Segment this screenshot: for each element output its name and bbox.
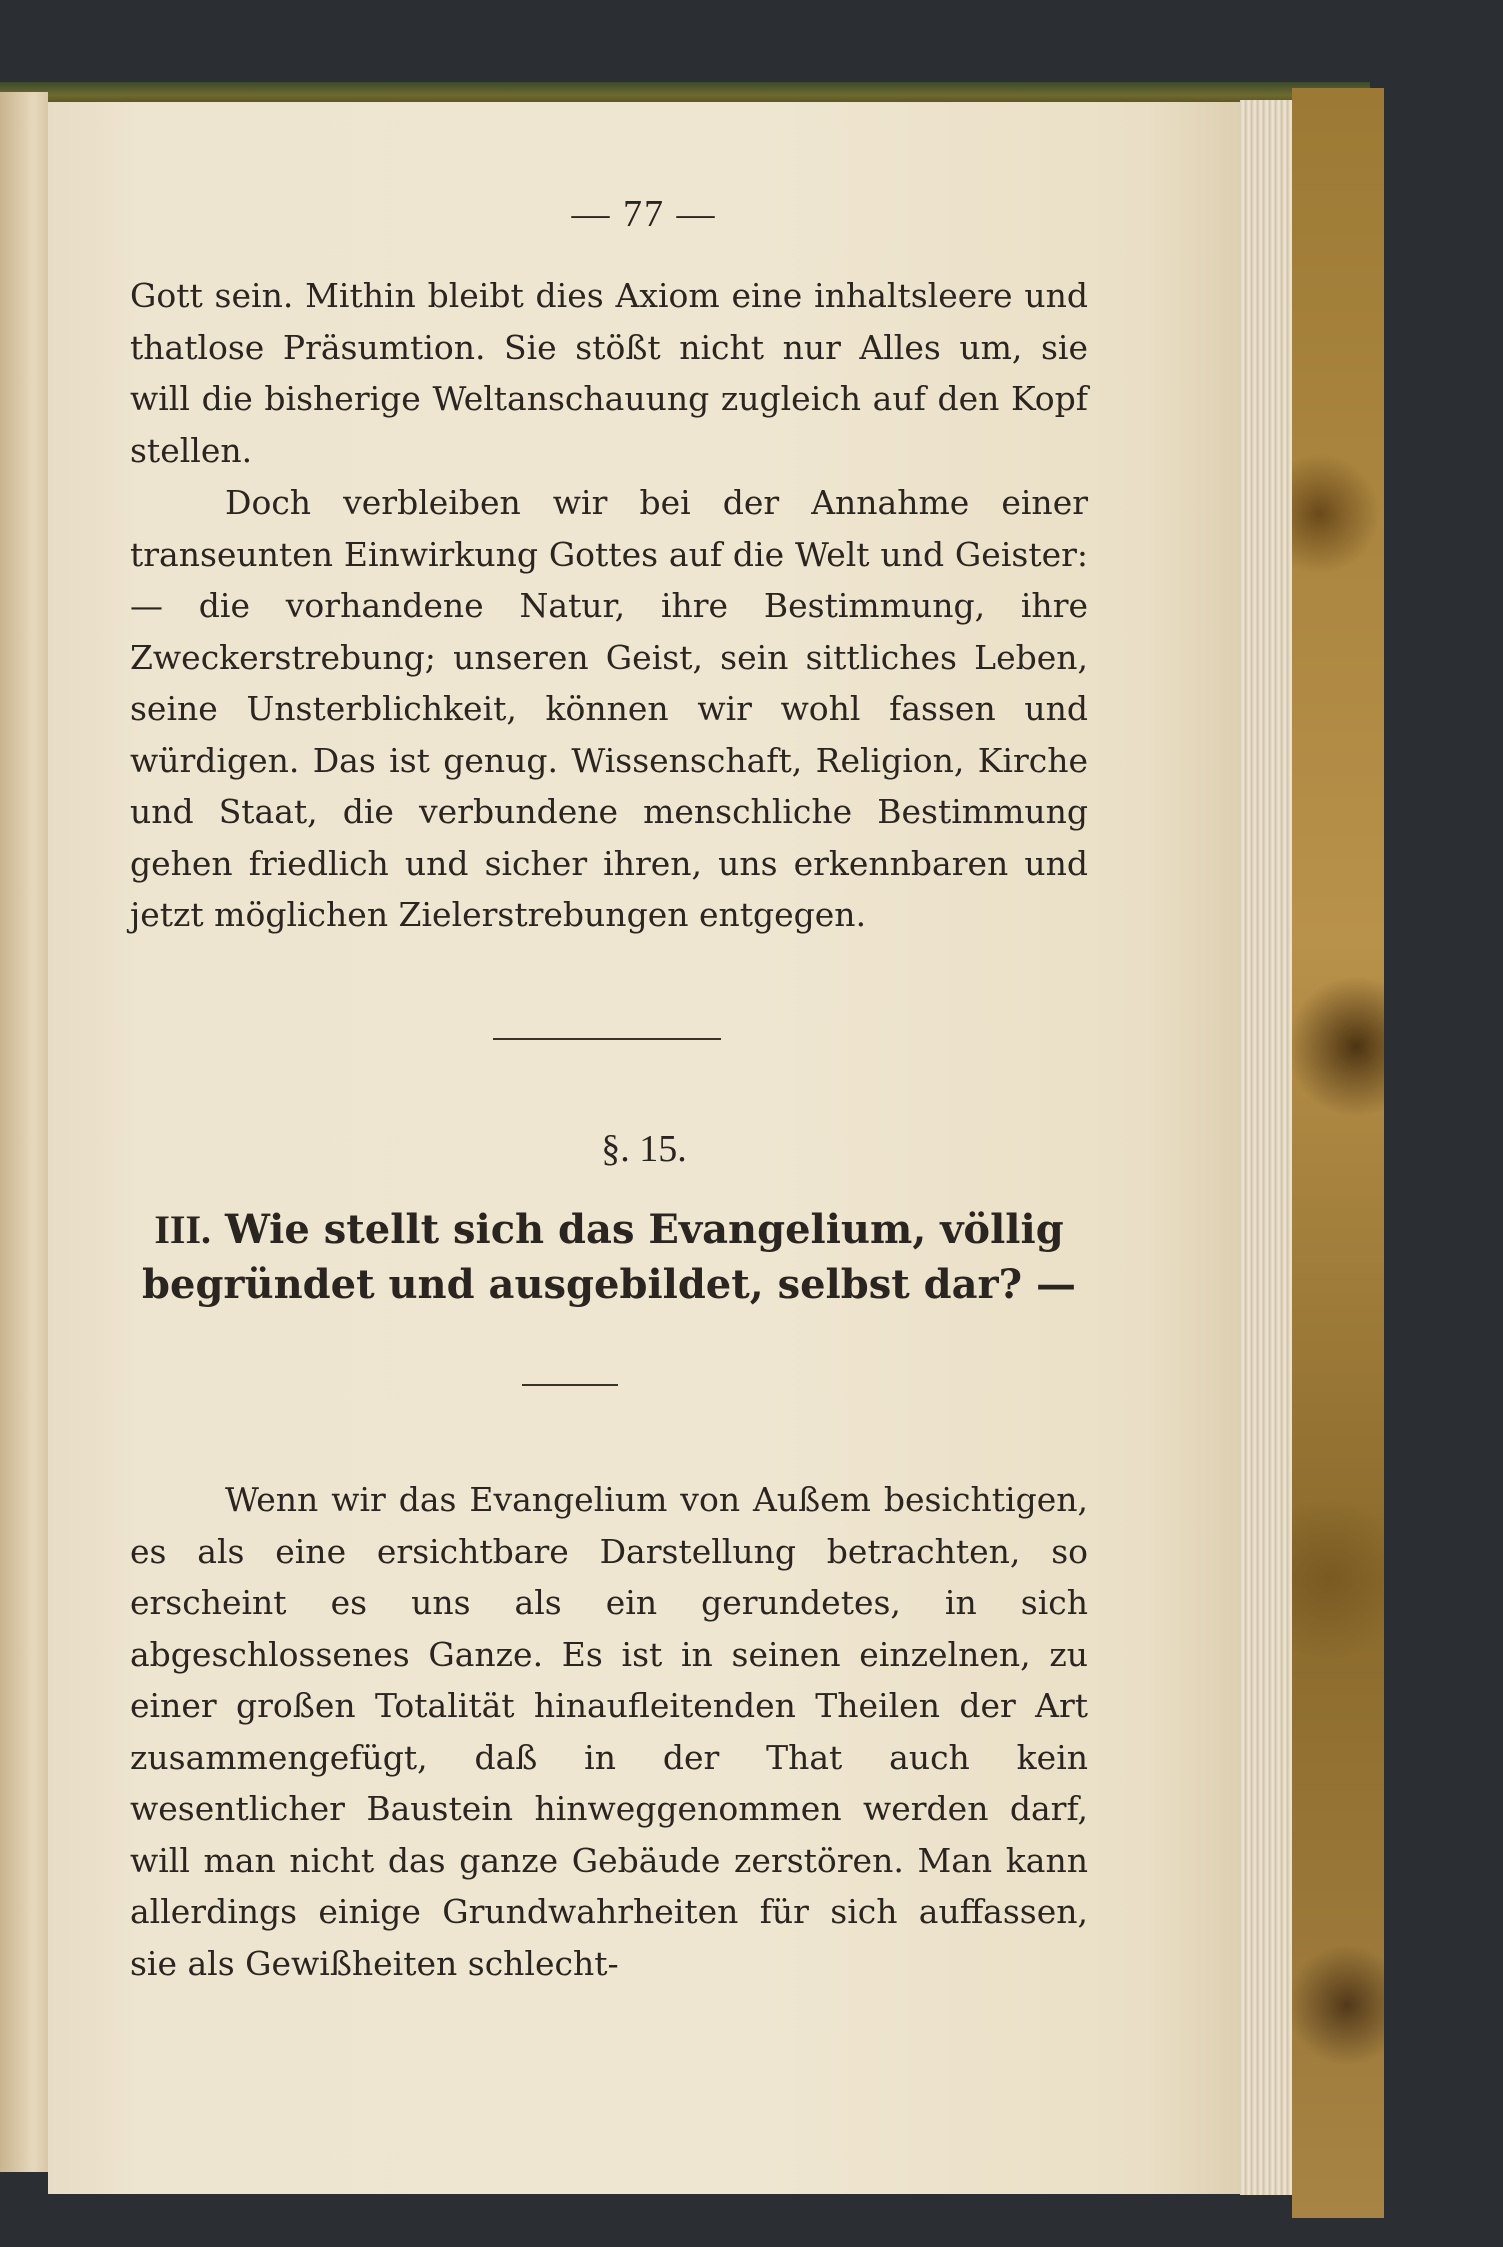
previous-page-edge [0, 92, 48, 2172]
paragraph-3: Wenn wir das Evangelium von Außem besichtigen, es als eine ersichtbare Darstellung betrachten, so erscheint es uns als ein gerundetes, in sich abgeschlossenes Ganze. Es ist in seinen einzelnen, zu einer großen Totalität hinaufleitenden Theilen der Art zusammengefügt, daß in der That auch kein wesentlicher Baustein hinweggenommen werden darf, will man nicht das ganze Gebäude zerstören. Man kann allerdings einige Grundwahrheiten für sich auffassen, sie als Gewißheiten schlecht- [130, 1480, 1088, 1983]
paragraph-2: Doch verbleiben wir bei der Annahme einer transeunten Einwirkung Gottes auf die Welt und Geister: — die vorhandene Natur, ihre Bestimmung, ihre Zweckerstrebung; unseren Geist, sein sittliches Leben, seine Unsterblichkeit, können wir wohl fassen und würdigen. Das ist genug. Wissenschaft, Religion, Kirche und Staat, die verbundene menschliche Bestimmung gehen friedlich und sicher ihren, uns erkennbaren und jetzt möglichen Zielerstrebungen entgegen. [130, 483, 1088, 934]
section-heading [130, 1202, 1088, 1312]
section-divider-bottom [522, 1384, 618, 1386]
page-content [48, 102, 1240, 2194]
heading-text: Wie stellt sich das Evangelium, völlig begründet und ausgebildet, selbst dar? — [142, 1206, 1076, 1308]
section-divider-top [493, 1038, 721, 1040]
page-block-edges [1240, 100, 1295, 2195]
page-number: — 77 — [571, 193, 717, 235]
paragraph-1: Gott sein. Mithin bleibt dies Axiom eine inhaltsleere und thatlose Präsumtion. Sie stößt nicht nur Alles um, sie will die bisherige Weltanschauung zugleich auf den Kopf stellen. [130, 276, 1088, 470]
heading-numeral: III. [154, 1207, 212, 1252]
section-number: §. 15. [601, 1128, 687, 1170]
marbled-book-cover [1292, 88, 1384, 2218]
book-top-edge [0, 82, 1370, 104]
